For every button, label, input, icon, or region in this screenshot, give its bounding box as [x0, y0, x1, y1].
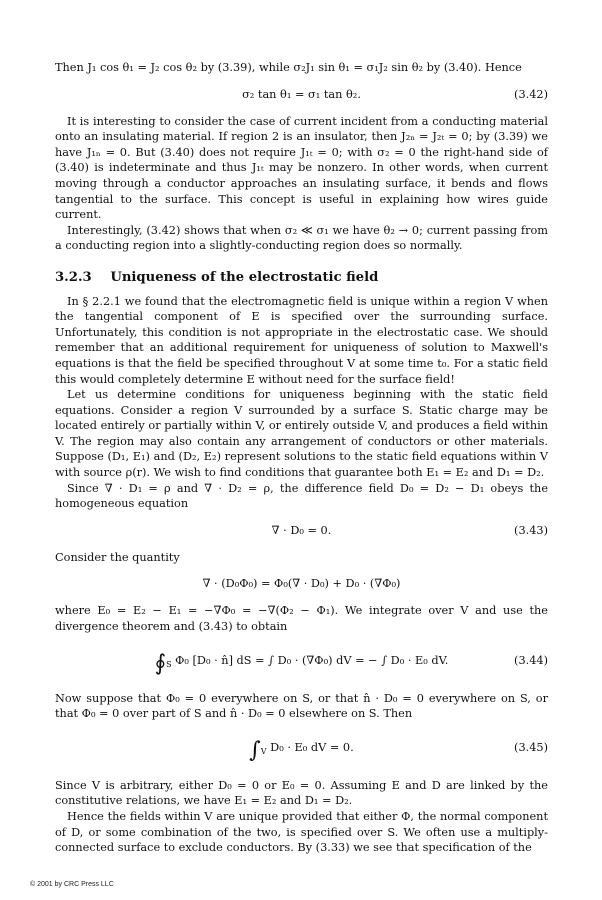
paragraph-8: where E₀ = E₂ − E₁ = −∇Φ₀ = −∇(Φ₂ − Φ₁). We integrate over V and use the divergence theorem and (3.43) to obtain	[55, 604, 548, 634]
paragraph-11: Hence the fields within V are unique provided that either Φ, the normal component of D, or some combination of the two, is specified over S. We often use a multiply-connected surface to exclude conductors. By (3.33) we see that specification of the	[55, 810, 548, 855]
paragraph-4: In § 2.2.1 we found that the electromagnetic field is unique within a region V when the tangential component of E is specified over the surrounding surface. Unfortunately, this condition is not appropriate in the electrostatic case. We should remember that an additional requirement for uniqueness of solution to Maxwell's equations is that the field be specified throughout V at some time t₀. For a static field this would completely determine E without need for the surface field!	[55, 294, 548, 386]
equation-body: ∇ · D₀ = 0.	[271, 523, 332, 537]
equation-number: (3.43)	[514, 523, 548, 537]
section-number: 3.2.3	[55, 269, 92, 285]
equation-3-45	[55, 730, 548, 770]
equation-3-42	[55, 84, 548, 106]
contour-integral-sign: ∮	[154, 650, 167, 676]
copyright-footer: © 2001 by CRC Press LLC	[30, 881, 114, 888]
section-title: Uniqueness of the electrostatic field	[110, 269, 379, 285]
equation-body: ∇ · (D₀Φ₀) = Φ₀(∇ · D₀) + D₀ · (∇Φ₀)	[202, 577, 401, 591]
equation-number: (3.42)	[514, 87, 548, 101]
paragraph-9: Now suppose that Φ₀ = 0 everywhere on S, or that n̂ · D₀ = 0 everywhere on S, or that Φ₀ = 0 over part of S and n̂ · D₀ = 0 elsewhere on S. Then	[55, 691, 548, 721]
paragraph-6: Since ∇ · D₁ = ρ and ∇ · D₂ = ρ, the difference field D₀ = D₂ − D₁ obeys the homogeneous equation	[55, 481, 548, 511]
integral-subscript: S	[166, 659, 172, 669]
integral-sign: ∫	[249, 737, 261, 763]
equation-body: σ₂ tan θ₁ = σ₁ tan θ₂.	[242, 87, 361, 101]
integral-subscript: V	[260, 746, 267, 756]
equation-3-44	[55, 643, 548, 683]
section-heading	[55, 270, 548, 286]
equation-body-wrapper	[55, 650, 548, 676]
page-body	[55, 60, 548, 856]
equation-body: Φ₀ [D₀ · n̂] dS = ∫ D₀ · (∇Φ₀) dV = − ∫ D₀ · E₀ dV.	[175, 653, 449, 667]
paragraph-5: Let us determine conditions for uniqueness beginning with the static field equations. Consider a region V surrounded by a surface S. Static charge may be located entirely or partially within V, or entirely outside V, and produces a field within V. The region may also contain any arrangement of conductors or other materials. Suppose (D₁, E₁) and (D₂, E₂) represent solutions to the static field equations within V with source ρ(r). We wish to find conditions that guarantee both E₁ = E₂ and D₁ = D₂.	[55, 388, 548, 480]
equation-3-43	[55, 520, 548, 542]
equation-number: (3.44)	[514, 653, 548, 667]
paragraph-3: Interestingly, (3.42) shows that when σ₂ ≪ σ₁ we have θ₂ → 0; current passing from a conducting region into a slightly-conducting region does so normally.	[55, 223, 548, 253]
paragraph-1: Then J₁ cos θ₁ = J₂ cos θ₂ by (3.39), while σ₂J₁ sin θ₁ = σ₁J₂ sin θ₂ by (3.40). Hence	[55, 61, 522, 74]
paragraph-2: It is interesting to consider the case of current incident from a conducting material onto an insulating material. If region 2 is an insulator, then J₂ₙ = J₂ₜ = 0; by (3.39) we have J₁ₙ = 0. But (3.40) does not require J₁ₜ = 0; with σ₂ = 0 the right-hand side of (3.40) is indeterminate and thus J₁ₜ may be nonzero. In other words, when current moving through a conductor approaches an insulating surface, it bends and flows tangential to the surface. This concept is useful in explaining how wires guide current.	[55, 114, 548, 222]
paragraph-7: Consider the quantity	[55, 550, 180, 564]
equation-body: D₀ · E₀ dV = 0.	[270, 740, 354, 754]
paragraph-10: Since V is arbitrary, either D₀ = 0 or E₀ = 0. Assuming E and D are linked by the constitutive relations, we have E₁ = E₂ and D₁ = D₂.	[55, 778, 548, 808]
equation-quantity	[55, 573, 548, 595]
equation-body-wrapper	[55, 737, 548, 763]
equation-number: (3.45)	[514, 740, 548, 754]
